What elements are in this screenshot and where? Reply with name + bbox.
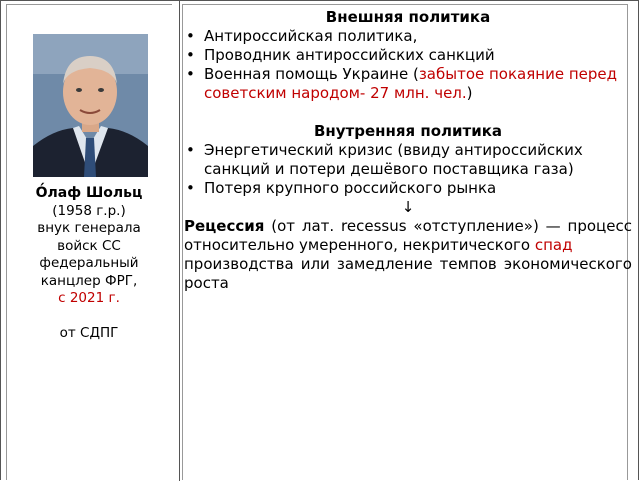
person-name: О́лаф Шольц [35, 185, 143, 201]
foreign-policy-title: Внешняя политика [325, 8, 491, 26]
divider [182, 4, 628, 6]
domestic-policy-title: Внутренняя политика [313, 122, 503, 140]
foreign-policy-list [184, 27, 632, 103]
divider [6, 4, 172, 6]
person-since: с 2021 г. [58, 290, 120, 306]
definition-text: производства или замедление темпов экономического роста [184, 255, 632, 292]
list-item: • Потеря крупного российского рынка [184, 179, 632, 198]
person-desc: внук генерала [37, 220, 141, 236]
domestic-policy-list [184, 141, 632, 198]
list-item-text: Военная помощь Украине ( [204, 65, 419, 83]
policy-text [184, 8, 632, 293]
highlight-text: спад [534, 236, 573, 254]
term: Рецессия [184, 217, 265, 235]
person-desc: войск СС [57, 237, 121, 254]
portrait-photo [33, 34, 148, 177]
person-party: от СДПГ [59, 324, 119, 341]
list-item [184, 65, 632, 103]
person-desc: канцлер ФРГ, [40, 272, 138, 289]
list-item: • Антироссийская политика, [184, 27, 632, 46]
list-item-text: ) [466, 84, 473, 102]
person-years: (1958 г.р.) [52, 202, 126, 219]
person-desc: федеральный [39, 255, 139, 271]
recession-definition [184, 217, 632, 255]
person-info [0, 185, 178, 342]
down-arrow-icon: ↓ [401, 198, 415, 216]
list-item: • Энергетический кризис (ввиду антироссийских санкций и потери дешёвого поставщика газа) [184, 141, 632, 179]
definition-text: (от лат. recessus «отступление») — процесс относительно умеренного, некритического [184, 217, 632, 254]
list-item: • Проводник антироссийских санкций [184, 46, 632, 65]
highlight-text: забытое покаяние перед советским народом- 27 млн. чел. [204, 65, 617, 102]
